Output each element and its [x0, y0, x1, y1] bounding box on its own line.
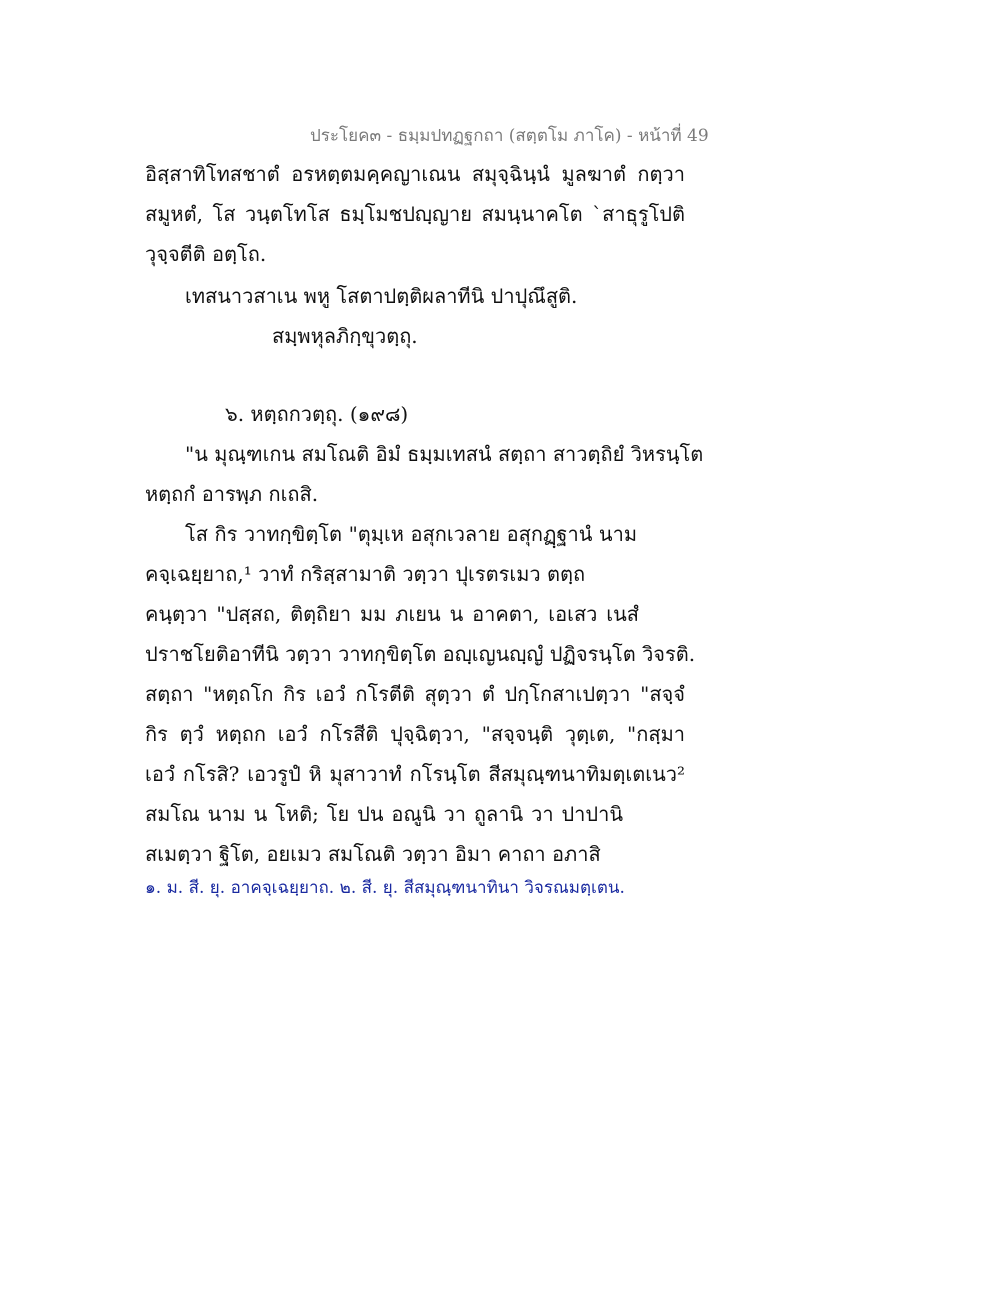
body-line: สมโณ นาม น โหติ; โย ปน อณูนิ วา ถูลานิ วา ปาปานิ	[145, 802, 623, 826]
section-heading: ๖. หตฺถกวตฺถุ. (๑๙๘)	[225, 402, 409, 426]
body-line: หตฺถกํ อารพฺภ กเถสิ.	[145, 482, 319, 506]
footnote: ๑. ม. สี. ยุ. อาคจฺเฉยฺยาถ. ๒. สี. ยุ. สีสมุณฺฑนาทินา วิจรณมตฺเตน.	[145, 878, 625, 898]
body-line: อิสฺสาทิโทสชาตํ อรหตฺตมคฺคญาเณน สมุจฺฉินฺนํ มูลฆาตํ กตฺวา	[145, 162, 685, 186]
body-line: "น มุณฺฑเกน สมโณติ อิมํ ธมฺมเทสนํ สตฺถา สาวตฺถิยํ วิหรนฺโต	[185, 442, 704, 466]
body-line: โส กิร วาทกฺขิตฺโต "ตุมฺเห อสุกเวลาย อสุกฏฺฐานํ นาม	[185, 522, 637, 546]
body-line: สมูหตํ, โส วนฺตโทโส ธมฺโมชปญฺญาย สมนฺนาคโต `สาธุรูโปติ	[145, 202, 685, 226]
body-line: สเมตฺวา ฐิโต, อยเมว สมโณติ วตฺวา อิมา คาถา อภาสิ	[145, 842, 601, 866]
body-line: กิร ตฺวํ หตฺถก เอวํ กโรสีติ ปุจฺฉิตฺวา, "สจฺจนฺติ วุตฺเต, "กสฺมา	[145, 722, 685, 746]
body-line: เทสนาวสาเน พหู โสตาปตฺติผลาทีนิ ปาปุณึสูติ.	[185, 284, 578, 308]
body-line: เอวํ กโรสิ? เอวรูปํ หิ มุสาวาทํ กโรนฺโต สีสมุณฺฑนาทิมตฺเตเนว²	[145, 762, 685, 786]
section-end-title: สมฺพหุลภิกฺขุวตฺถุ.	[272, 324, 418, 348]
body-line: คนฺตฺวา "ปสฺสถ, ติตฺถิยา มม ภเยน น อาคตา, เอเสว เนสํ	[145, 602, 639, 626]
page-header: ประโยค๓ - ธมฺมปทฏฐกถา (สตฺตโม ภาโค) - หน้าที่ 49	[310, 126, 709, 146]
body-line: สตฺถา "หตฺถโก กิร เอวํ กโรตีติ สุตฺวา ตํ ปกฺโกสาเปตฺวา "สจฺจํ	[145, 682, 685, 706]
body-line: คจฺเฉยฺยาถ,¹ วาทํ กริสฺสามาติ วตฺวา ปุเรตรเมว ตตฺถ	[145, 562, 586, 586]
body-line: วุจฺจตีติ อตฺโถ.	[145, 242, 267, 266]
body-line: ปราชโยติอาทีนิ วตฺวา วาทกฺขิตฺโต อญฺเญนญฺญํ ปฏิจรนฺโต วิจรติ.	[145, 642, 696, 666]
